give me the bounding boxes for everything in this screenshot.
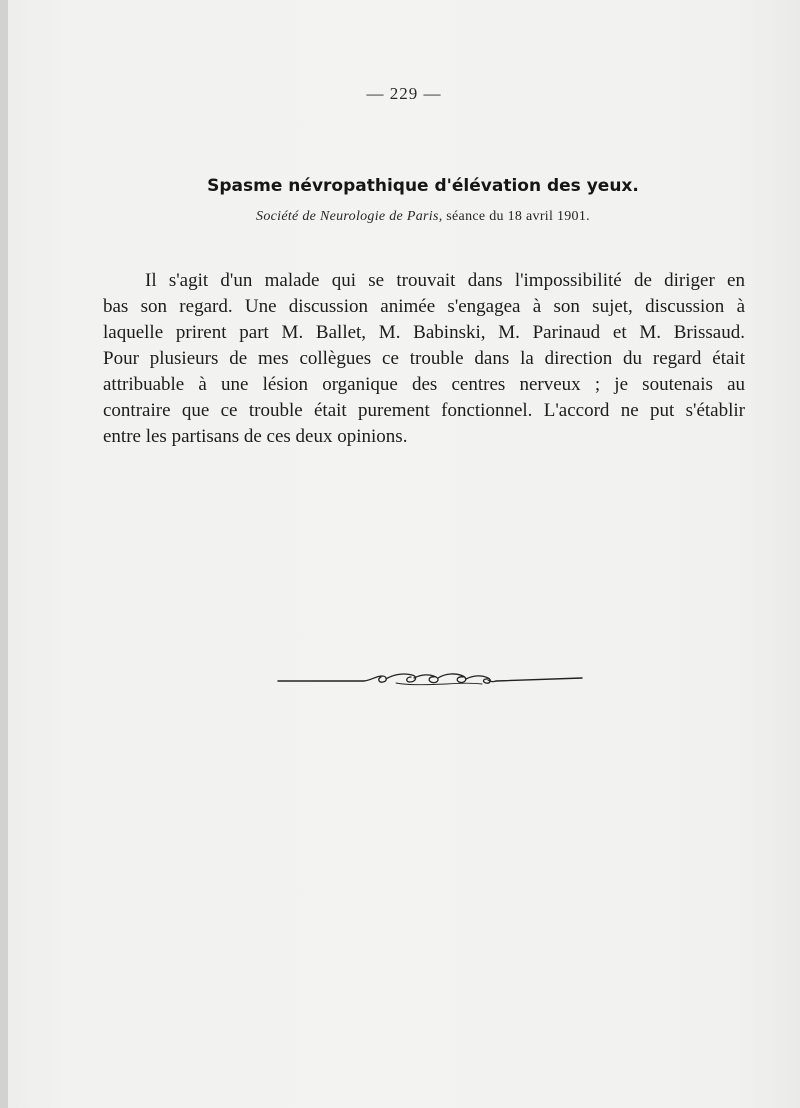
article-subtitle <box>8 209 800 225</box>
body-line: entre les partisans de ces deux opinions. <box>103 426 408 447</box>
document-page <box>8 0 800 1108</box>
body-line: laquelle prirent part M. Ballet, M. Babinski, M. Parinaud et M. Brissaud. <box>103 322 745 343</box>
body-line: Pour plusieurs de mes collègues ce trouble dans la direction du regard était <box>103 348 745 369</box>
page-number: — 229 — <box>366 84 442 103</box>
body-line: attribuable à une lésion organique des centres nerveux ; je soutenais au <box>103 374 745 395</box>
article-title: Spasme névropathique d'élévation des yeux. <box>207 176 639 196</box>
article-body <box>103 268 745 450</box>
body-line: contraire que ce trouble était purement fonctionnel. L'accord ne put s'établir <box>103 400 745 421</box>
ornament-divider-icon <box>276 664 586 694</box>
body-line: bas son regard. Une discussion animée s'engagea à son sujet, discussion à <box>103 296 745 317</box>
subtitle-session-date: séance du 18 avril 1901. <box>442 209 590 224</box>
subtitle-society: Société de Neurologie de Paris, <box>256 209 443 224</box>
body-line: Il s'agit d'un malade qui se trouvait dans l'impossibilité de diriger en <box>145 270 745 291</box>
